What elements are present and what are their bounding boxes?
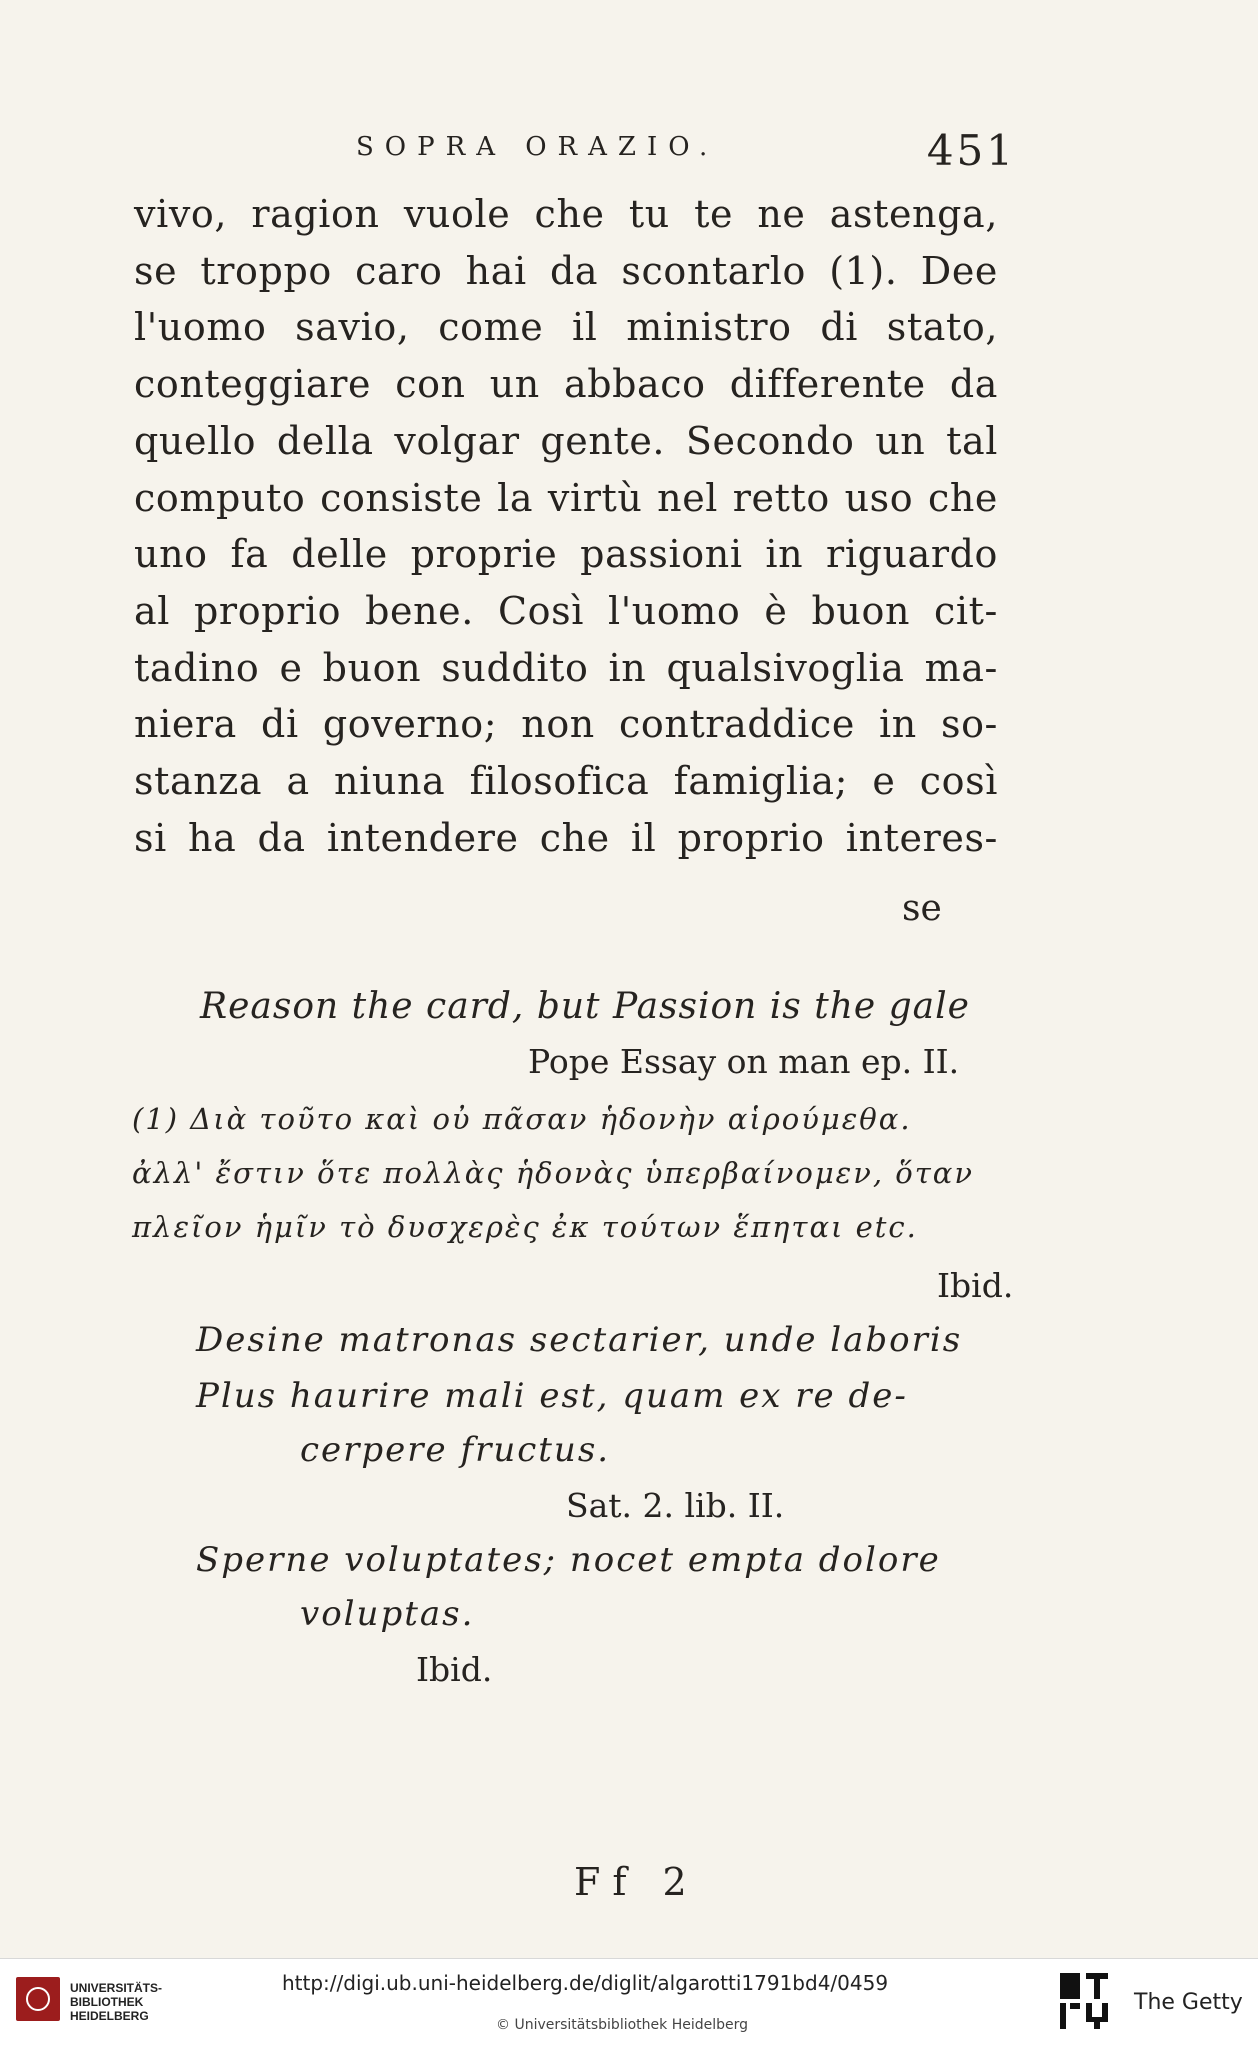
catchword: se (902, 888, 942, 929)
viewer-footer (0, 1958, 1258, 2048)
text-line: conteggiare con un abbaco differente da (134, 362, 998, 407)
latin-verse-line-2: Plus haurire mali est, quam ex re de- (196, 1376, 908, 1416)
text-line: vivo, ragion vuole che tu te ne astenga, (134, 192, 998, 236)
signature-mark: Ff 2 (574, 1860, 699, 1904)
running-head: SOPRA ORAZIO. (356, 132, 719, 162)
university-library-logo-icon (16, 1977, 60, 2021)
page-number: 451 (926, 126, 1016, 175)
text-line: l'uomo savio, come il ministro di stato, (134, 305, 998, 350)
getty-name: The Getty (1134, 1990, 1243, 2015)
text-line: si ha da intendere che il proprio interes- (134, 815, 998, 860)
latin-verse-line-3: cerpere fructus. (300, 1430, 611, 1470)
main-text (134, 186, 998, 866)
ibid-reference: Ibid. (416, 1650, 493, 1689)
sperne-verse-line-1: Sperne voluptates; nocet empta dolore (196, 1540, 941, 1580)
satire-reference: Sat. 2. lib. II. (566, 1486, 785, 1525)
text-line: quello della volgar gente. Secondo un tal (134, 418, 998, 463)
text-line: computo consiste la virtù nel retto uso che (134, 475, 998, 520)
text-line: al proprio bene. Così l'uomo è buon cit- (134, 588, 998, 633)
pope-source: Pope Essay on man ep. II. (528, 1042, 960, 1081)
copyright-notice: © Universitätsbibliothek Heidelberg (496, 2017, 749, 2033)
text-line: stanza a niuna filosofica famiglia; e così (134, 759, 998, 804)
text-line: se troppo caro hai da scontarlo (1). Dee (134, 248, 998, 293)
library-name: UNIVERSITÄTS- BIBLIOTHEK HEIDELBERG (70, 1981, 163, 2023)
text-line: niera di governo; non contraddice in so- (134, 702, 998, 747)
greek-note-line-3: πλεῖον ἡμῖν τὸ δυσχερὲς ἐκ τούτων ἕπηται etc. (132, 1210, 918, 1244)
permalink-url[interactable]: http://digi.ub.uni-heidelberg.de/diglit/algarotti1791bd4/0459 (282, 1971, 889, 1995)
getty-logo-icon (1056, 1969, 1112, 2033)
sperne-verse-line-2: voluptas. (300, 1594, 475, 1634)
page-header (356, 128, 1016, 188)
text-line: tadino e buon suddito in qualsivoglia ma- (134, 645, 998, 690)
latin-verse-line-1: Desine matronas sectarier, unde laboris (196, 1320, 963, 1360)
text-line: uno fa delle proprie passioni in riguardo (134, 532, 998, 577)
greek-note-line-2: ἀλλ' ἔστιν ὅτε πολλὰς ἡδονὰς ὑπερβαίνομεν, ὅταν (132, 1156, 975, 1190)
ibid-reference: Ibid. (937, 1266, 1014, 1305)
pope-quote: Reason the card, but Passion is the gale (200, 986, 970, 1027)
greek-note-line-1: (1) Διὰ τοῦτο καὶ οὐ πᾶσαν ἡδονὴν αἱρούμεθα. (132, 1102, 912, 1136)
